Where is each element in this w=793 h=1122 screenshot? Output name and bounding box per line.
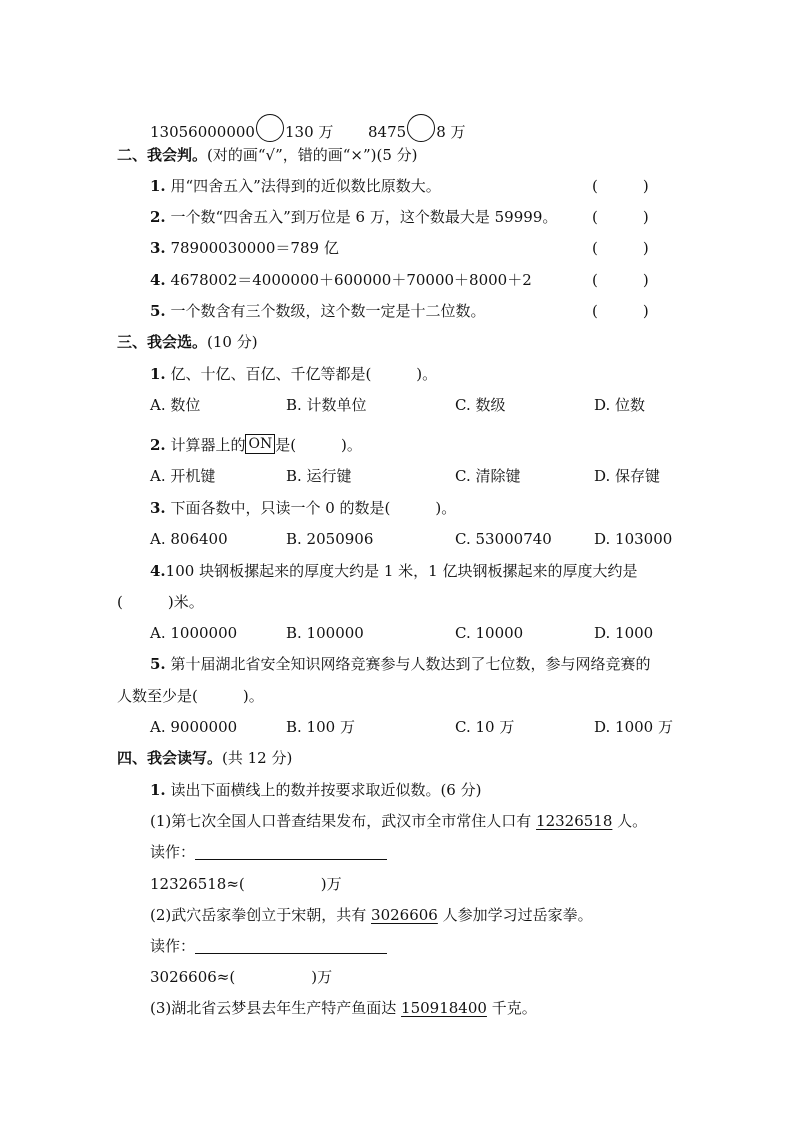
judge-item-text: 用“四舍五入”法得到的近似数比原数大。 [170,177,441,195]
compare-circle-blank-1[interactable] [256,114,284,142]
question-text: 亿、十亿、百亿、千亿等都是( )。 [170,365,438,383]
read-as-blank[interactable] [195,843,387,860]
section2-title: 二、我会判。 [117,146,208,164]
approx-pre: 12326518≈( [150,875,245,893]
option-b[interactable]: B. 运行键 [286,467,352,485]
option-d[interactable]: D. 位数 [594,396,646,414]
question-text-line1: 100 块钢板摞起来的厚度大约是 1 米，1 亿块钢板摞起来的厚度大约是 [165,562,638,580]
question-number: 4. [150,562,166,580]
judge-item-2 [150,207,557,227]
option-d[interactable]: D. 1000 万 [594,718,673,736]
option-a[interactable]: A. 806400 [150,530,228,548]
read-as-blank[interactable] [195,937,387,954]
section2-heading [117,145,418,165]
question-text-line1: 第十届湖北省安全知识网络竞赛参与人数达到了七位数，参与网络竞赛的 [170,655,651,673]
judge-item-5 [150,301,485,321]
judge-item-number: 4. [150,271,166,289]
judge-item-text: 一个数“四舍五入”到万位是 6 万，这个数最大是 59999。 [170,208,558,226]
judge-item-3 [150,238,339,258]
question-text: 读出下面横线上的数并按要求取近似数。(6 分) [170,781,482,799]
compare-right-rhs: 8 万 [436,123,466,141]
option-b[interactable]: B. 100 万 [286,718,355,736]
option-d[interactable]: D. 1000 [594,624,654,642]
option-b[interactable]: B. 100000 [286,624,364,642]
underlined-number: 12326518 [536,812,613,830]
judge-item-text: 一个数含有三个数级，这个数一定是十二位数。 [170,302,486,320]
approx-line-2 [150,967,332,987]
question-text-post: 是( )。 [275,436,362,454]
choice-question-3 [150,498,456,518]
judge-item-number: 5. [150,302,166,320]
section4-note: (共 12 分) [222,749,293,767]
question-number: 2. [150,436,166,454]
compare-right-number: 8475 [368,123,407,141]
subquestion-2 [150,905,593,925]
read-as-label: 读作： [150,843,196,861]
option-a[interactable]: A. 数位 [150,396,201,414]
question-text-pre: 计算器上的 [170,436,246,454]
judge-answer-paren-1[interactable]: ( ) [592,177,649,195]
option-c[interactable]: C. 数级 [455,396,506,414]
judge-item-number: 3. [150,239,166,257]
choice-question-4 [150,561,637,581]
option-b[interactable]: B. 2050906 [286,530,374,548]
compare-line-2 [368,114,466,142]
judge-item-number: 1. [150,177,166,195]
compare-circle-blank-2[interactable] [407,114,435,142]
judge-item-text: 4678002＝4000000＋600000＋70000＋8000＋2 [170,271,532,289]
underlined-number: 150918400 [401,999,487,1017]
choice-question-5-cont: 人数至少是( )。 [117,687,264,705]
readwrite-question-1 [150,780,481,800]
subquestion-text-pre: (2)武穴岳家拳创立于宋朝，共有 [150,906,372,924]
option-d[interactable]: D. 保存键 [594,467,661,485]
question-number: 5. [150,655,166,673]
judge-answer-paren-2[interactable]: ( ) [592,208,649,226]
section2-note: (对的画“√”，错的画“×”)(5 分) [207,146,418,164]
choice-question-4-cont: ( )米。 [117,593,204,611]
underlined-number: 3026606 [371,906,438,924]
compare-left-rhs: 130 万 [284,123,334,141]
subquestion-text-pre: (1)第七次全国人口普查结果发布，武汉市全市常住人口有 [150,812,537,830]
section3-note: (10 分) [207,333,258,351]
question-number: 1. [150,781,166,799]
section3-title: 三、我会选。 [117,333,208,351]
option-c[interactable]: C. 10 万 [455,718,515,736]
subquestion-text-post: 人。 [612,812,648,830]
read-as-line-1 [150,842,387,862]
option-c[interactable]: C. 53000740 [455,530,552,548]
compare-line [150,114,333,142]
approx-post: )万 [320,875,342,893]
option-d[interactable]: D. 103000 [594,530,673,548]
section3-heading [117,332,258,352]
judge-item-text: 78900030000＝789 亿 [170,239,339,257]
question-number: 3. [150,499,166,517]
option-c[interactable]: C. 10000 [455,624,524,642]
judge-answer-paren-3[interactable]: ( ) [592,239,649,257]
section4-heading [117,748,292,768]
judge-answer-paren-5[interactable]: ( ) [592,302,649,320]
approx-post: )万 [311,968,333,986]
read-as-label: 读作： [150,937,196,955]
choice-question-1 [150,364,437,384]
choice-question-2 [150,434,362,455]
judge-item-number: 2. [150,208,166,226]
subquestion-text-post: 人参加学习过岳家拳。 [437,906,593,924]
subquestion-1 [150,811,647,831]
subquestion-text-pre: (3)湖北省云梦县去年生产特产鱼面达 [150,999,402,1017]
section4-title: 四、我会读写。 [117,749,223,767]
judge-answer-paren-4[interactable]: ( ) [592,271,649,289]
choice-question-5 [150,654,650,674]
read-as-line-2 [150,936,387,956]
judge-item-4 [150,270,532,290]
option-a[interactable]: A. 9000000 [150,718,238,736]
approx-line-1 [150,874,342,894]
subquestion-text-post: 千克。 [486,999,537,1017]
approx-pre: 3026606≈( [150,968,236,986]
question-number: 1. [150,365,166,383]
compare-left-number: 13056000000 [150,123,255,141]
subquestion-3 [150,998,537,1018]
on-key-icon: ON [245,434,275,454]
option-a[interactable]: A. 1000000 [150,624,238,642]
option-a[interactable]: A. 开机键 [150,467,216,485]
option-b[interactable]: B. 计数单位 [286,396,367,414]
judge-item-1 [150,176,441,196]
question-text: 下面各数中，只读一个 0 的数是( )。 [170,499,457,517]
option-c[interactable]: C. 清除键 [455,467,521,485]
